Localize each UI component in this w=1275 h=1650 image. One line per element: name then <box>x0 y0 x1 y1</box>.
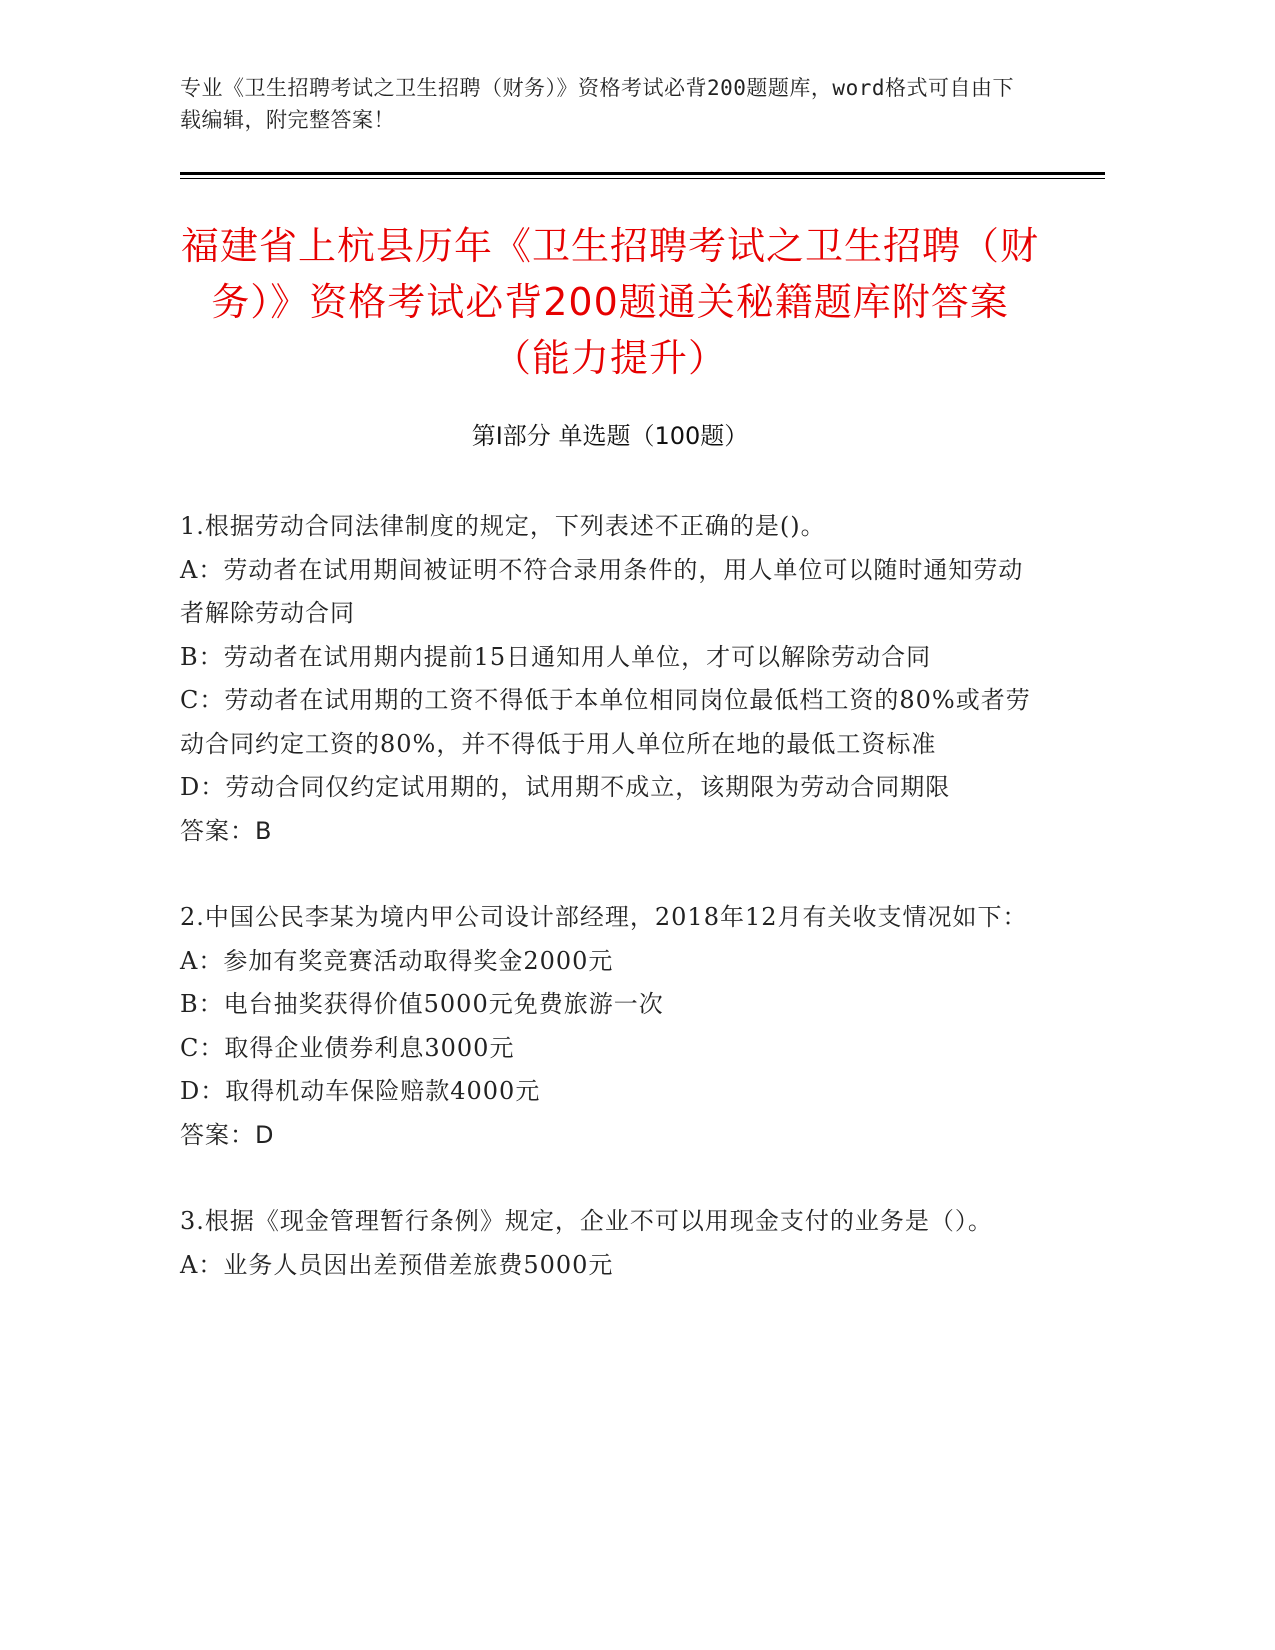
option-c: C：取得企业债券利息3000元 <box>180 1033 515 1062</box>
section-title: 第Ⅰ部分 单选题（100题） <box>471 422 749 450</box>
header-divider-thin <box>180 178 1105 179</box>
option-b: B：劳动者在试用期内提前15日通知用人单位，才可以解除劳动合同 <box>180 642 932 671</box>
question-list <box>180 505 1040 1330</box>
question-stem: 2.中国公民李某为境内甲公司设计部经理，2018年12月有关收支情况如下： <box>180 903 1028 931</box>
question-stem: 1.根据劳动合同法律制度的规定，下列表述不正确的是()。 <box>180 512 826 540</box>
option-d: D：取得机动车保险赔款4000元 <box>180 1077 541 1105</box>
question-1 <box>180 505 1040 853</box>
option-a: A：业务人员因出差预借差旅费5000元 <box>180 1250 614 1279</box>
option-d: D：劳动合同仅约定试用期的，试用期不成立，该期限为劳动合同期限 <box>180 773 951 801</box>
option-a: A：参加有奖竞赛活动取得奖金2000元 <box>180 946 614 975</box>
document-title: 福建省上杭县历年《卫生招聘考试之卫生招聘（财务）》资格考试必背200题通关秘籍题库附答案（能力提升） <box>180 224 1039 380</box>
answer: 答案：B <box>180 816 273 845</box>
option-a: A：劳动者在试用期间被证明不符合录用条件的，用人单位可以随时通知劳动者解除劳动合同 <box>180 555 1024 627</box>
header-divider-thick <box>180 172 1105 175</box>
option-b: B：电台抽奖获得价值5000元免费旅游一次 <box>180 990 664 1018</box>
answer: 答案：D <box>180 1120 275 1149</box>
header-note: 专业《卫生招聘考试之卫生招聘（财务）》资格考试必背200题题库，word格式可自由下载编辑，附完整答案！ <box>180 76 1014 132</box>
question-stem: 3.根据《现金管理暂行条例》规定，企业不可以用现金支付的业务是（）。 <box>180 1207 993 1235</box>
question-3 <box>180 1200 1040 1287</box>
question-2 <box>180 896 1040 1157</box>
option-c: C：劳动者在试用期的工资不得低于本单位相同岗位最低档工资的80%或者劳动合同约定工资的80%，并不得低于用人单位所在地的最低工资标准 <box>180 686 1031 758</box>
